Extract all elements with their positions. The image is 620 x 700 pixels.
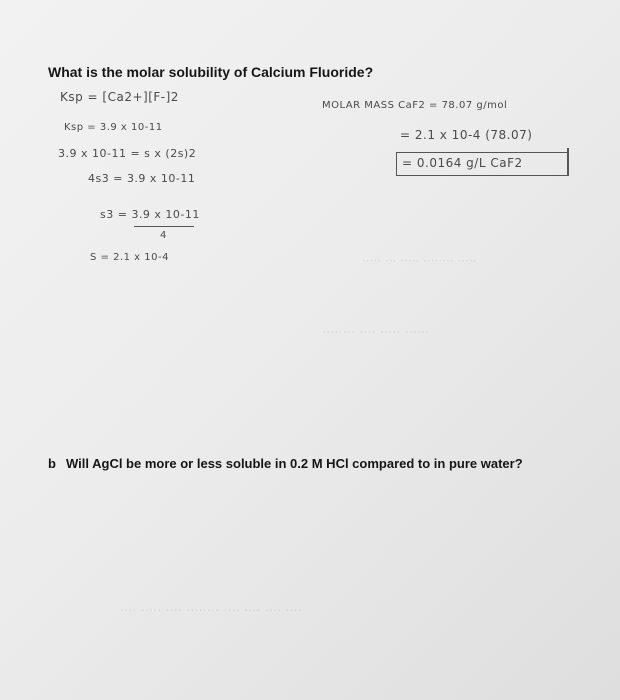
ksp-expression: Ksp = [Ca2+][F-]2 [60,90,179,104]
bleed-through-mark: ········ ···· ····· ······ [322,326,430,341]
molar-mass-line: MOLAR MASS CaF2 = 78.07 g/mol [322,100,508,111]
equation-simplified: 4s3 = 3.9 x 10-11 [88,172,196,185]
ksp-value: Ksp = 3.9 x 10-11 [64,122,163,133]
final-answer: = 0.0164 g/L CaF2 [402,156,523,170]
s-cubed-denominator: 4 [160,230,167,241]
question-a-title: What is the molar solubility of Calcium Fluoride? [48,64,374,80]
fraction-line [134,226,194,227]
s-cubed-numerator: s3 = 3.9 x 10-11 [100,208,200,221]
solubility-result: S = 2.1 x 10-4 [90,252,169,263]
question-b-letter: b [48,456,56,471]
bleed-through-mark: ···· ····· ···· ········ ···· ···· ···· ···· [120,604,302,619]
equation-setup: 3.9 x 10-11 = s x (2s)2 [58,147,197,160]
mass-calculation: = 2.1 x 10-4 (78.07) [400,128,533,142]
question-b-text: Will AgCl be more or less soluble in 0.2 M HCl compared to in pure water? [66,456,523,471]
answer-box-end [567,148,569,176]
bleed-through-mark: ····· ··· ····· ········ ····· [362,254,477,268]
